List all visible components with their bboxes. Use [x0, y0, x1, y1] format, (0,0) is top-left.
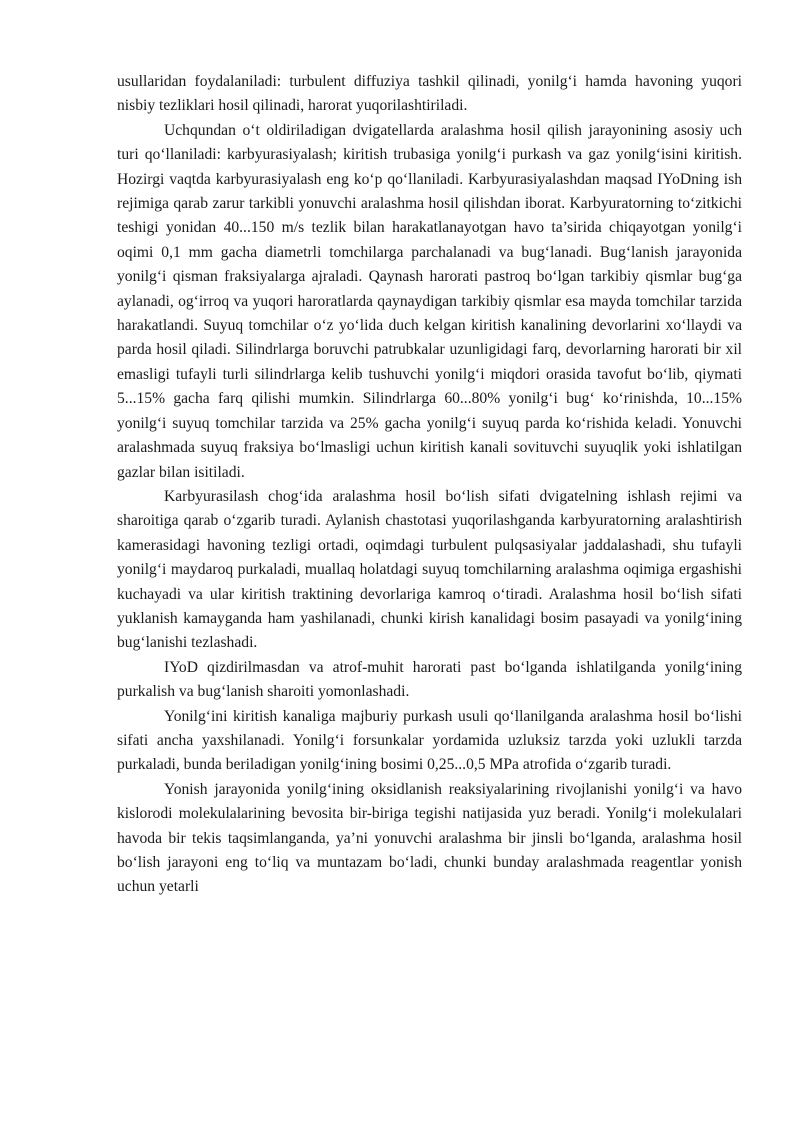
document-page: [117, 70, 742, 900]
paragraph-3: Karbyurasilash chog‘ida aralashma hosil bo‘lish sifati dvigatelning ishlash rejimi va sharoitiga qarab o‘zgarib turadi. Aylanish chastotasi yuqorilashganda karbyuratorning aralashtirish kamerasidagi havoning tezligi ortadi, oqimdagi turbulent pulqsasiyalar jaddalashadi, shu tufayli yonilg‘i maydaroq purkaladi, muallaq holatdagi suyuq tomchilarning aralashma oqimiga ergashishi kuchayadi va ular kiritish traktining devorlariga kamroq o‘tiradi. Aralashma hosil bo‘lish sifati yuklanish kamayganda ham yashilanadi, chunki kirish kanalidagi bosim pasayadi va yonilg‘ining bug‘lanishi tezlashadi.: [117, 487, 742, 652]
paragraph-2: Uchqundan o‘t oldiriladigan dvigatellarda aralashma hosil qilish jarayonining asosiy uch turi qo‘llaniladi: karbyurasiyalash; kiritish trubasiga yonilg‘i purkash va gaz yonilg‘isini kiritish. Hozirgi vaqtda karbyurasiyalash eng ko‘p qo‘llaniladi. Karbyurasiyalashdan maqsad IYoDning ish rejimiga qarab zarur tarkibli yonuvchi aralashma hosil qilishdan iborat. Karbyuratorning to‘zitkichi teshigi yonidan 40...150 m/s tezlik bilan harakatlanayotgan havo ta’sirida chiqayotgan yonilg‘i oqimi 0,1 mm gacha diametrli tomchilarga parchalanadi va bug‘lanadi. Bug‘lanish jarayonida yonilg‘i qisman fraksiyalarga ajraladi. Qaynash harorati pastroq bo‘lgan tarkibiy qismlar bug‘ga aylanadi, og‘irroq va yuqori haroratlarda qaynaydigan tarkibiy qismlar esa mayda tomchilar tarzida harakatlandi. Suyuq tomchilar o‘z yo‘lida duch kelgan kiritish kanalining devorlarini xo‘llaydi va parda hosil qiladi. Silindrlarga boruvchi patrubkalar uzunligidagi farq, devorlarning harorati bir xil emasligi tufayli turli silindrlarga kelib tushuvchi yonilg‘i miqdori orasida tavofut bo‘lib, qiymati 5...15% gacha farq qilishi mumkin. Silindrlarga 60...80% yonilg‘i bug‘ ko‘rinishda, 10...15% yonilg‘i suyuq tomchilar tarzida va 25% gacha yonilg‘i suyuq parda ko‘rishida keladi. Yonuvchi aralashmada suyuq fraksiya bo‘lmasligi uchun kiritish kanali sovituvchi suyuqlik yoki ishlatilgan gazlar bilan isitiladi.: [117, 121, 742, 481]
paragraph-1: usullaridan foydalaniladi: turbulent diffuziya tashkil qilinadi, yonilg‘i hamda havoning yuqori nisbiy tezliklari hosil qilinadi, harorat yuqorilashtiriladi.: [117, 73, 742, 115]
paragraph-4: IYoD qizdirilmasdan va atrof-muhit harorati past bo‘lganda ishlatilganda yonilg‘ining purkalish va bug‘lanish sharoiti yomonlashadi.: [117, 658, 742, 701]
paragraph-6: Yonish jarayonida yonilg‘ining oksidlanish reaksiyalarining rivojlanishi yonilg‘i va havo kislorodi molekulalarining bevosita bir-biriga tegishi natijasida yuz beradi. Yonilg‘i molekulalari havoda bir tekis taqsimlanganda, ya’ni yonuvchi aralashma bir jinsli bo‘lganda, aralashma hosil bo‘lish jarayoni eng to‘liq va muntazam bo‘ladi, chunki bunday aralashmada reagentlar yonish uchun yetarli: [117, 780, 742, 896]
paragraph-5: Yonilg‘ini kiritish kanaliga majburiy purkash usuli qo‘llanilganda aralashma hosil bo‘lishi sifati ancha yaxshilanadi. Yonilg‘i forsunkalar yordamida uzluksiz tarzda yoki uzlukli tarzda purkaladi, bunda beriladigan yonilg‘ining bosimi 0,25...0,5 MPa atrofida o‘zgarib turadi.: [117, 707, 742, 774]
